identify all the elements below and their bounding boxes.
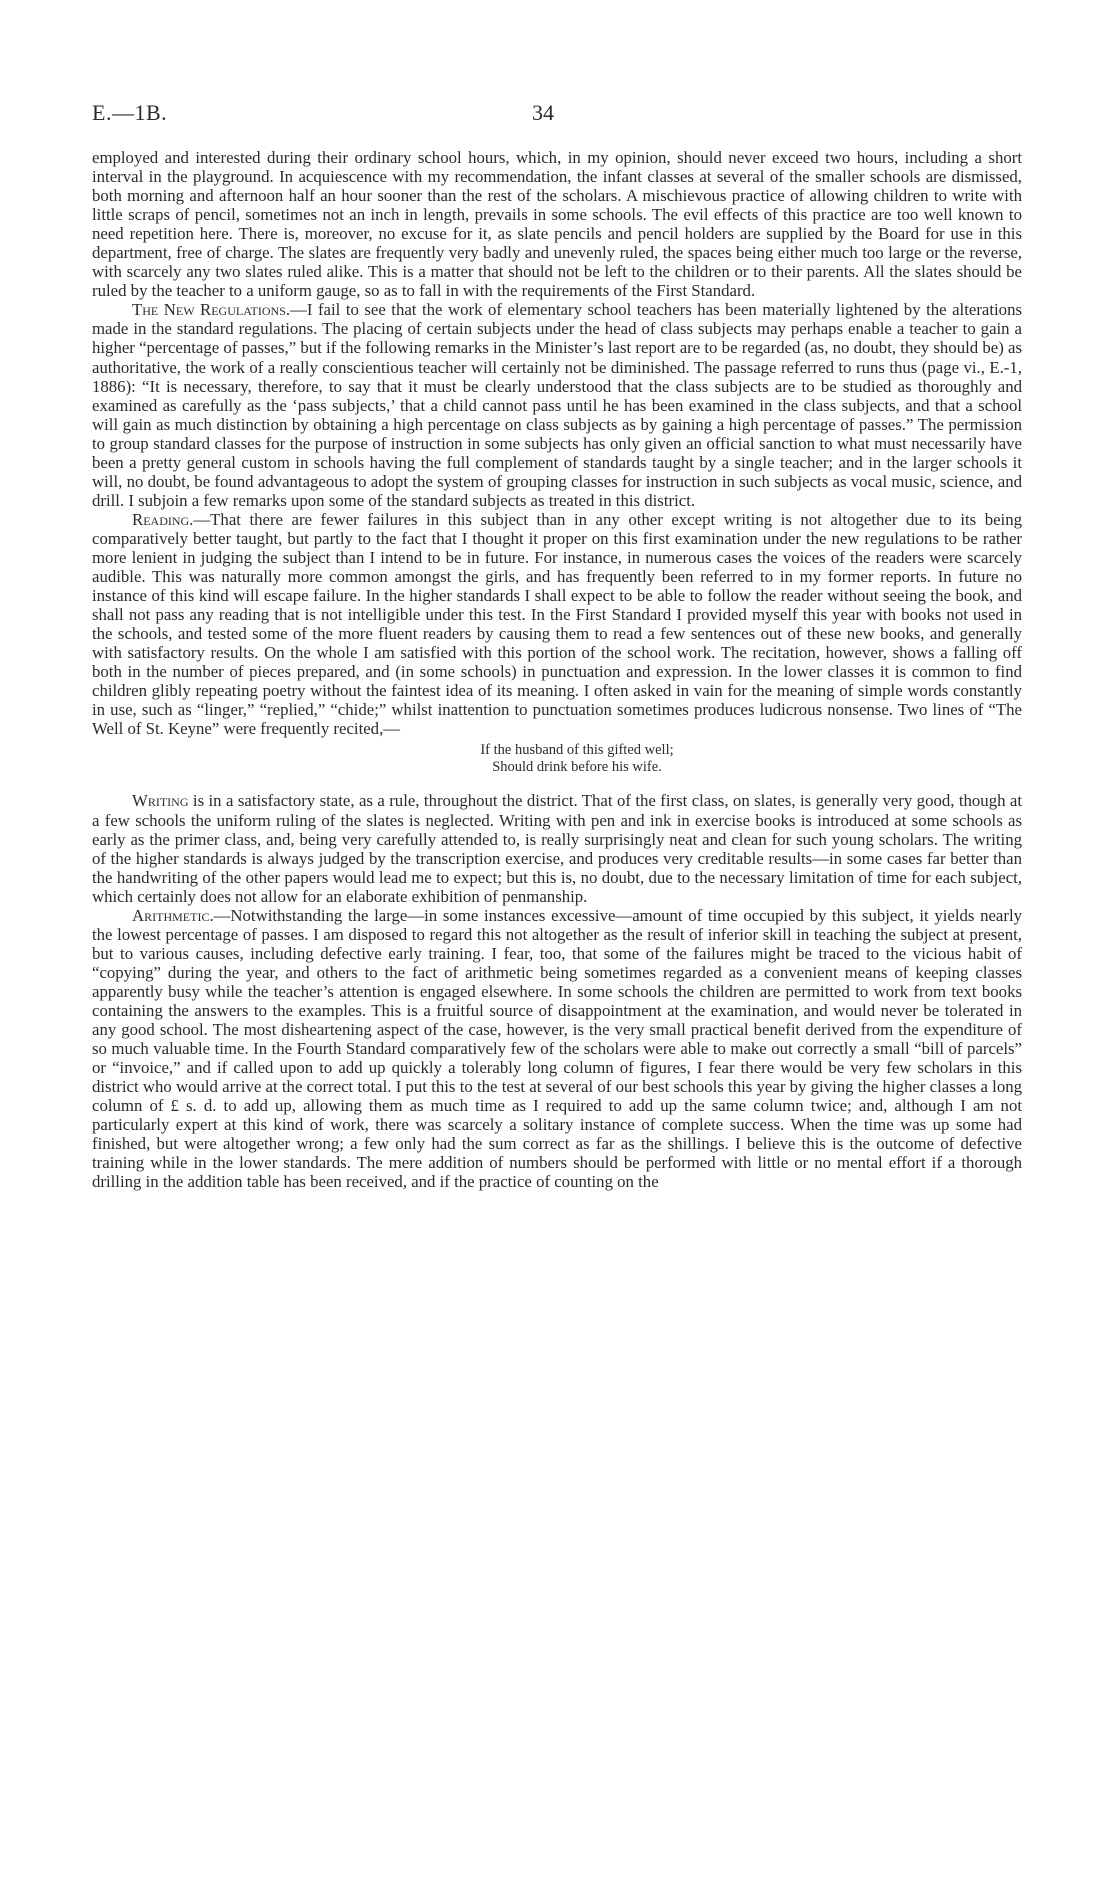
section-heading: The New Regulations. bbox=[132, 300, 291, 320]
document-reference: E.—1B. bbox=[92, 100, 168, 125]
paragraph-text: —That there are fewer failures in this subject than in any other except writing is not altogether due to its being comparatively better taught, but partly to the fact that I thought it proper on this first examination under the new regulations to be rather more lenient in judging the subject than I intend to be in future. For instance, in numerous cases the voices of the readers were scarcely audible. This was naturally more common amongst the girls, and has frequently been referred to in my former reports. In future no instance of this kind will escape failure. In the higher standards I shall expect to be able to follow the reader without seeing the book, and shall not pass any reading that is not intelligible under this test. In the First Standard I provided myself this year with books not used in the schools, and tested some of the more fluent readers by causing them to read a few sentences out of these new books, and generally with satisfactory results. On the whole I am satisfied with this portion of the school work. The recitation, however, shows a falling off both in the number of pieces prepared, and (in some schools) in punctuation and expression. In the lower classes it is common to find children glibly repeating poetry without the faintest idea of its meaning. I often asked in vain for the meaning of simple words constantly in use, such as “linger,” “replied,” “chide;” whilst inattention to punctuation sometimes produces ludicrous nonsense. Two lines of “The Well of St. Keyne” were frequently recited,— bbox=[92, 509, 1022, 739]
verse-line: If the husband of this gifted well; bbox=[480, 742, 674, 759]
section-heading: Writing bbox=[132, 791, 189, 811]
paragraph-text: —I fail to see that the work of elementary school teachers has been materially lightened by the alterations made in the standard regulations. The placing of certain subjects under the head of class subjects may perhaps enable a teacher to gain a higher “percentage of passes,” but if the following remarks in the Minister’s last report are to be regarded (as, no doubt, they should be) as authoritative, the work of a really conscientious teacher will certainly not be diminished. The passage referred to runs thus (page vi., E.-1, 1886): “It is necessary, therefore, to say that it must be clearly understood that the class subjects are to be studied as thoroughly and examined as carefully as the ‘pass subjects,’ that a child cannot pass until he has been examined in the class subjects, and that a school will gain as much distinction by obtaining a high percentage on class subjects as by gaining a high percentage of passes.” The permission to group standard classes for the purpose of instruction in some subjects has only given an official sanction to what must necessarily have been a pretty general custom in schools having the full complement of standards taught by a single teacher; and in the larger schools it will, no doubt, be found advantageous to adopt the system of grouping classes for instruction in such subjects as vocal music, science, and drill. I subjoin a few remarks upon some of the standard subjects as treated in this district. bbox=[92, 300, 1022, 510]
paragraph-reading bbox=[92, 510, 1022, 739]
page-header bbox=[92, 100, 1022, 130]
paragraph-continued bbox=[92, 148, 1022, 300]
paragraph-text: employed and interested during their ordinary school hours, which, in my opinion, should never exceed two hours, including a short interval in the playground. In acquiescence with my recommendation, the infant classes at several of the smaller schools are dismissed, both morning and afternoon half an hour sooner than the rest of the scholars. A mischievous practice of allowing children to write with little scraps of pencil, sometimes not an inch in length, prevails in some schools. The evil effects of this practice are too well known to need repetition here. There is, moreover, no excuse for it, as slate pencils and pencil holders are supplied by the Board for use in this department, free of charge. The slates are frequently very badly and unevenly ruled, the spaces being either much too large or the reverse, with scarcely any two slates ruled alike. This is a matter that should not be left to the children or to their parents. All the slates should be ruled by the teacher to a uniform gauge, so as to fall in with the requirements of the First Standard. bbox=[92, 148, 1022, 301]
body-text bbox=[92, 148, 1022, 1191]
verse-quotation bbox=[92, 742, 1022, 775]
section-heading: Arithmetic. bbox=[132, 905, 214, 925]
paragraph-text: is in a satisfactory state, as a rule, throughout the district. That of the first class, on slates, is generally very good, though at a few schools the uniform ruling of the slates is neglected. Writing with pen and ink in exercise books is introduced at some schools as early as the primer class, and, being very carefully attended to, is really surprisingly neat and clean for such young scholars. The writing of the higher standards is always judged by the transcription exercise, and produces very creditable results—in some cases far better than the handwriting of the other papers would lead me to expect; but this is, no doubt, due to the necessary limitation of time for each subject, which certainly does not allow for an elaborate exhibition of penmanship. bbox=[92, 791, 1022, 906]
paragraph-writing bbox=[92, 791, 1022, 905]
paragraph-new-regulations bbox=[92, 300, 1022, 510]
paragraph-text: —Notwithstanding the large—in some instances excessive—amount of time occupied by this subject, it yields nearly the lowest percentage of passes. I am disposed to regard this not altogether as the result of inferior skill in teaching the subject at present, but to various causes, including defective early training. I fear, too, that some of the failures might be traced to the vicious habit of “copying” during the year, and others to the fact of arithmetic being sometimes regarded as a convenient means of keeping classes apparently busy while the teacher’s attention is engaged elsewhere. In some schools the children are permitted to work from text books containing the answers to the examples. This is a fruitful source of disappointment at the examination, and would never be tolerated in any good school. The most disheartening aspect of the case, however, is the very small practical benefit derived from the expenditure of so much valuable time. In the Fourth Standard comparatively few of the scholars were able to make out correctly a small “bill of parcels” or “invoice,” and if called upon to add up quickly a tolerably long column of figures, I fear there would be very few scholars in this district who would arrive at the correct total. I put this to the test at several of our best schools this year by giving the higher classes a long column of £ s. d. to add up, allowing them as much time as I required to add up the same column twice; and, although I am not particularly expert at this kind of work, there was scarcely a solitary instance of complete success. When the time was up some had finished, but were altogether wrong; a few only had the sum correct as far as the shillings. I believe this is the outcome of defective training while in the lower standards. The mere addition of numbers should be performed with little or no mental effort if a thorough drilling in the addition table has been received, and if the practice of counting on the bbox=[92, 905, 1022, 1192]
verse-line: Should drink before his wife. bbox=[492, 758, 662, 775]
section-heading: Reading. bbox=[132, 509, 194, 529]
page-number: 34 bbox=[532, 100, 554, 125]
paragraph-arithmetic bbox=[92, 906, 1022, 1192]
